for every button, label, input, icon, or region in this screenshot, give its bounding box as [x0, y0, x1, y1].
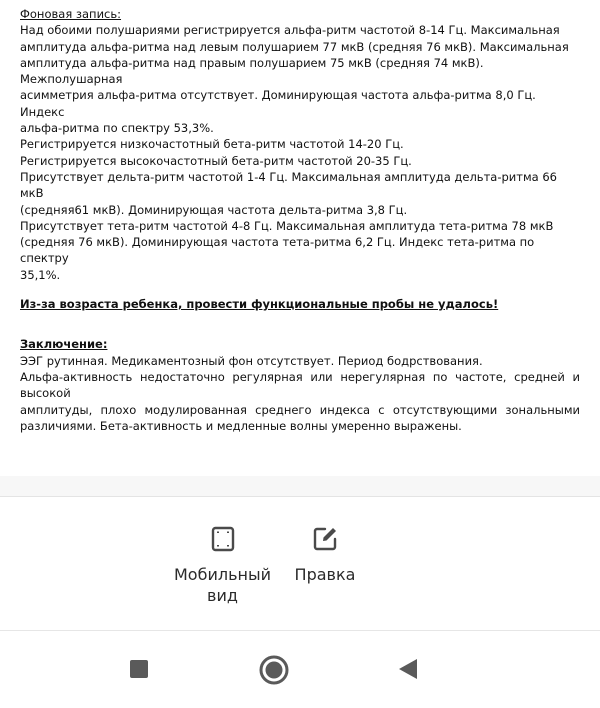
system-navigation-bar	[0, 631, 600, 708]
back-triangle-icon[interactable]	[398, 658, 418, 680]
doc-line: Присутствует тета-ритм частотой 4-8 Гц. Максимальная амплитуда тета-ритма 78 мкВ	[20, 218, 554, 233]
document-text	[20, 6, 580, 434]
home-circle-icon[interactable]	[259, 655, 289, 685]
divider-band	[0, 476, 600, 497]
mobile-view-icon	[209, 525, 237, 553]
recents-square-icon[interactable]	[130, 660, 148, 678]
bottom-action-bar	[0, 497, 600, 631]
doc-line: Регистрируется низкочастотный бета-ритм частотой 14-20 Гц.	[20, 137, 404, 152]
warning-text: Из-за возраста ребенка, провести функциональные пробы не удалось!	[20, 297, 499, 312]
edit-button[interactable]	[285, 525, 365, 585]
conclusion-line: амплитуды, плохо модулированная среднего индекса с отсутствующими зональными	[20, 402, 580, 417]
conclusion-line: различиями. Бета-активность и медленные волны умеренно выражены.	[20, 418, 462, 433]
doc-line: амплитуда альфа-ритма над левым полушарием 77 мкВ (средняя 76 мкВ). Максимальная	[20, 39, 569, 54]
doc-line: 35,1%.	[20, 267, 61, 282]
doc-line: альфа-ритма по спектру 53,3%.	[20, 121, 214, 136]
doc-line: асимметрия альфа-ритма отсутствует. Доминирующая частота альфа-ритма 8,0 Гц. Индекс	[20, 88, 536, 119]
mobile-view-button[interactable]	[165, 525, 280, 606]
doc-line: (средняя 76 мкВ). Доминирующая частота тета-ритма 6,2 Гц. Индекс тета-ритма по спектру	[20, 235, 535, 266]
edit-icon	[311, 525, 339, 553]
doc-line: амплитуда альфа-ритма над правым полушарием 75 мкВ (средняя 74 мкВ). Межполушарная	[20, 55, 484, 87]
mobile-view-label-line1: Мобильный	[173, 565, 271, 584]
doc-line: Регистрируется высокочастотный бета-ритм частотой 20-35 Гц.	[20, 153, 412, 168]
doc-line: (средняя61 мкВ). Доминирующая частота дельта-ритма 3,8 Гц.	[20, 202, 408, 217]
conclusion-heading: Заключение:	[20, 337, 108, 352]
doc-line: Над обоими полушариями регистрируется альфа-ритм частотой 8-14 Гц. Максимальная	[20, 23, 560, 38]
section-heading-background: Фоновая запись:	[20, 7, 122, 21]
edit-label: Правка	[294, 565, 356, 584]
mobile-view-label-line2: вид	[207, 586, 238, 605]
conclusion-line: Альфа-активность недостаточно регулярная или нерегулярная по частоте, средней и высокой	[20, 369, 580, 401]
conclusion-line: ЭЭГ рутинная. Медикаментозный фон отсутствует. Период бодрствования.	[20, 353, 483, 368]
doc-line: Присутствует дельта-ритм частотой 1-4 Гц. Максимальная амплитуда дельта-ритма 66 мкВ	[20, 169, 557, 201]
